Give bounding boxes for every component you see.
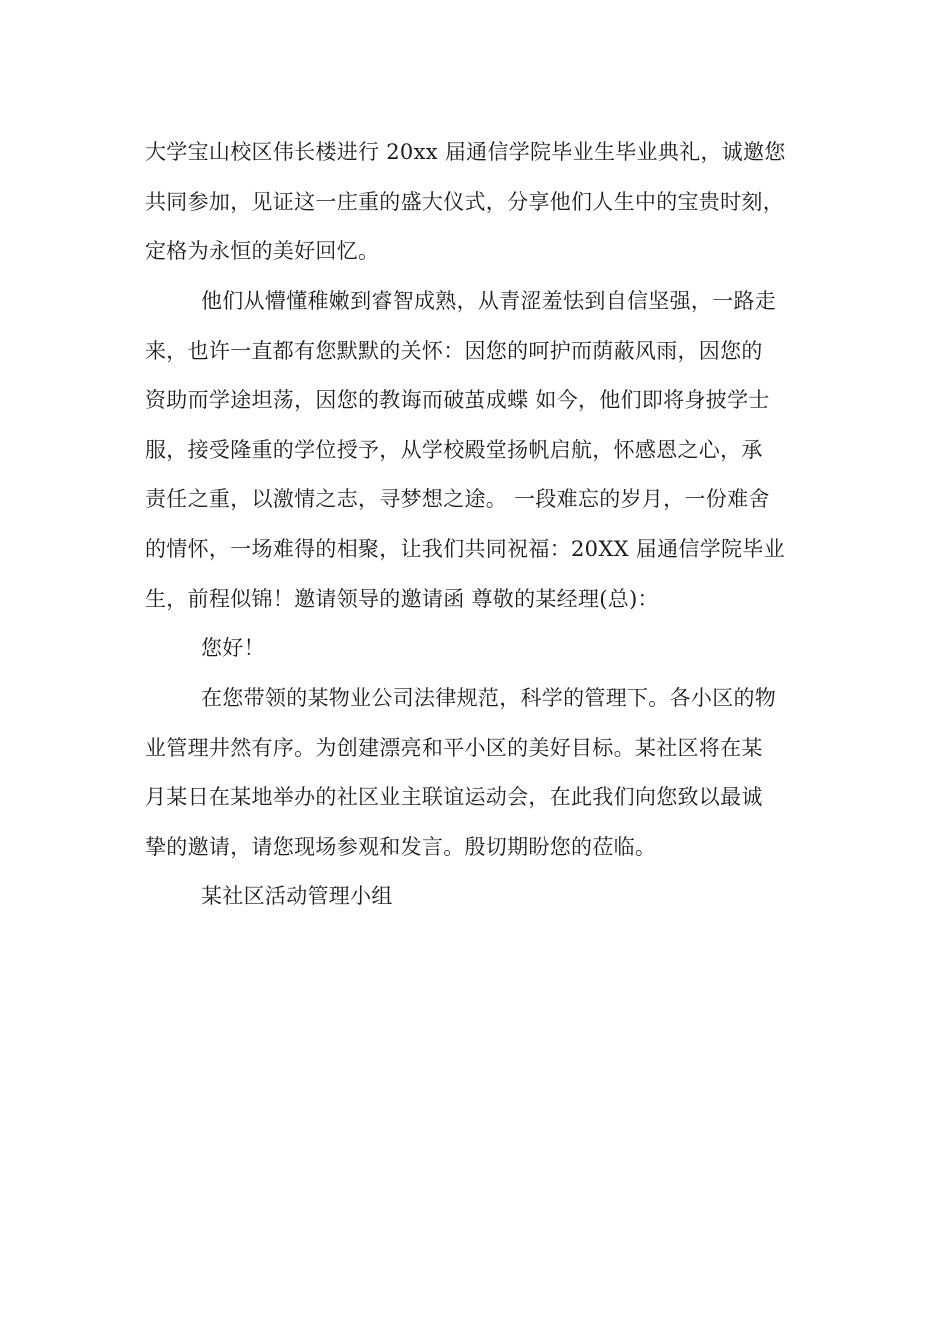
text-line-14: 月某日在某地举办的社区业主联谊运动会，在此我们向您致以最诚 bbox=[145, 785, 763, 809]
text-line-8: 责任之重，以激情之志，寻梦想之途。 一段难忘的岁月，一份难舍 bbox=[145, 487, 770, 511]
text-line-3: 定格为永恒的美好回忆。 bbox=[145, 239, 380, 263]
text-line-1: 大学宝山校区伟长楼进行 20xx 届通信学院毕业生毕业典礼，诚邀您 bbox=[145, 140, 786, 164]
greeting-line: 您好！ bbox=[201, 636, 265, 660]
text-line-10: 生，前程似锦！邀请领导的邀请函 尊敬的某经理(总)： bbox=[145, 587, 659, 611]
text-line-2: 共同参加，见证这一庄重的盛大仪式，分享他们人生中的宝贵时刻， bbox=[145, 190, 784, 214]
text-line-7: 服，接受隆重的学位授予，从学校殿堂扬帆启航，怀感恩之心，承 bbox=[145, 438, 763, 462]
text-line-9: 的情怀，一场难得的相聚，让我们共同祝福：20XX 届通信学院毕业 bbox=[145, 537, 785, 561]
text-line-5: 来，也许一直都有您默默的关怀：因您的呵护而荫蔽风雨，因您的 bbox=[145, 339, 763, 363]
text-line-4: 他们从懵懂稚嫩到睿智成熟，从青涩羞怯到自信坚强，一路走 bbox=[201, 289, 777, 313]
text-line-13: 业管理井然有序。为创建漂亮和平小区的美好目标。某社区将在某 bbox=[145, 736, 763, 760]
text-line-12: 在您带领的某物业公司法律规范，科学的管理下。各小区的物 bbox=[201, 686, 777, 710]
text-line-6: 资助而学途坦荡，因您的教诲而破茧成蝶 如今，他们即将身披学士 bbox=[145, 388, 770, 412]
text-line-15: 挚的邀请，请您现场参观和发言。殷切期盼您的莅临。 bbox=[145, 835, 657, 859]
signature-line: 某社区活动管理小组 bbox=[201, 884, 393, 908]
